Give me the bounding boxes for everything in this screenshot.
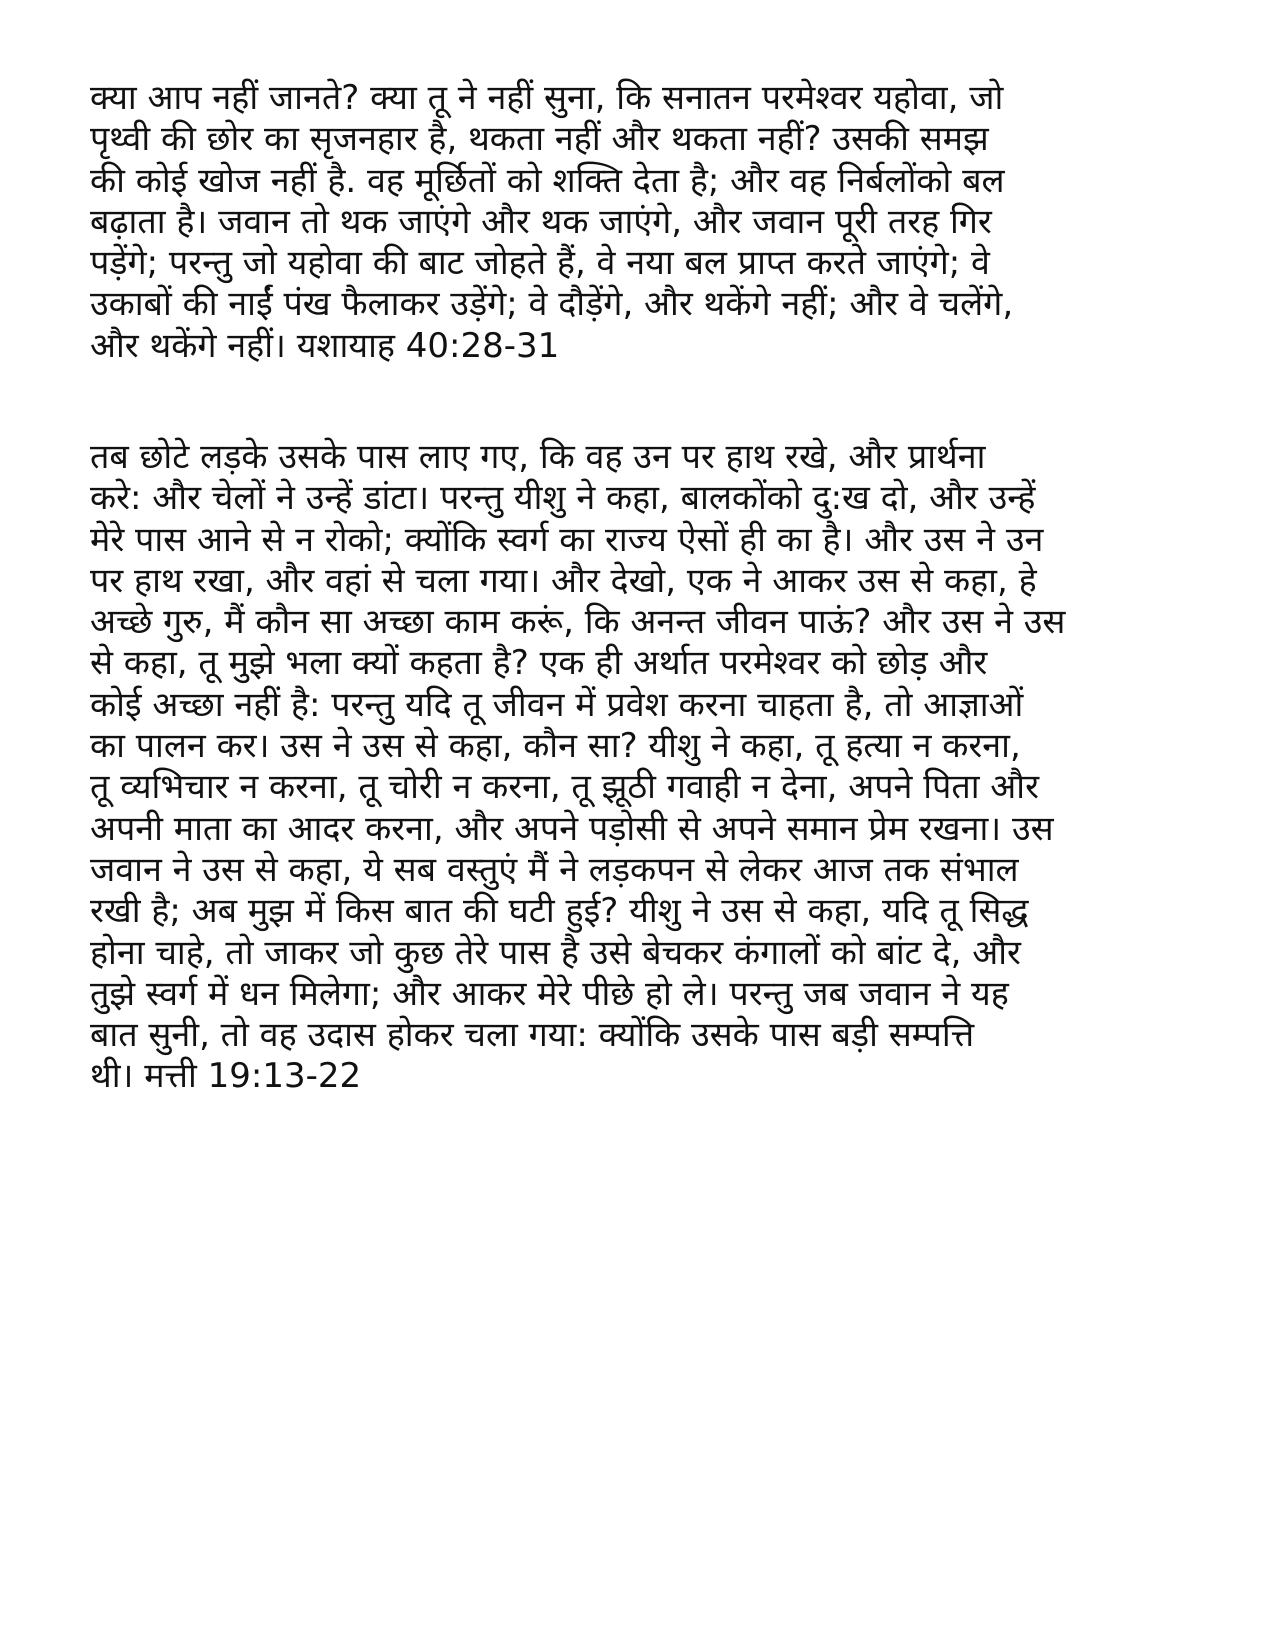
text-line: कोई अच्छा नहीं है: परन्तु यदि तू जीवन में प्रवेश करना चाहता है, तो आज्ञाओं: [90, 684, 1024, 725]
text-line: तब छोटे लड़के उसके पास लाए गए, कि वह उन पर हाथ रखे, और प्रार्थना: [90, 437, 986, 477]
text-line: होना चाहे, तो जाकर जो कुछ तेरे पास है उसे बेचकर कंगालों को बांट दे, और: [90, 932, 1021, 973]
text-line: रखी है; अब मुझ में किस बात की घटी हुई? यीशु ने उस से कहा, यदि तू सिद्ध: [90, 891, 1029, 932]
text-line: अपनी माता का आदर करना, और अपने पड़ोसी से अपने समान प्रेम रखना। उस: [90, 808, 1054, 849]
text-line: पर हाथ रखा, और वहां से चला गया। और देखो, एक ने आकर उस से कहा, हे: [90, 560, 1037, 601]
text-line: जवान ने उस से कहा, ये सब वस्तुएं मैं ने लड़कपन से लेकर आज तक संभाल: [90, 849, 1019, 890]
passage-isaiah: [90, 78, 1190, 367]
text-line: क्या आप नहीं जानते? क्या तू ने नहीं सुना, कि सनातन परमेश्वर यहोवा, जो: [90, 78, 1004, 118]
text-line: उकाबों की नाईं पंख फैलाकर उड़ेंगे; वे दौड़ेंगे, और थकेंगे नहीं; और वे चलेंगे,: [90, 284, 1014, 325]
passage-matthew: [90, 437, 1190, 1098]
text-line: तू व्यभिचार न करना, तू चोरी न करना, तू झूठी गवाही न देना, अपने पिता और: [90, 767, 1039, 808]
text-line: का पालन कर। उस ने उस से कहा, कौन सा? यीशु ने कहा, तू हत्या न करना,: [90, 726, 1021, 767]
text-line: से कहा, तू मुझे भला क्यों कहता है? एक ही अर्थात परमेश्वर को छोड़ और: [90, 643, 988, 684]
text-line: पड़ेंगे; परन्तु जो यहोवा की बाट जोहते हैं, वे नया बल प्राप्त करते जाएंगे; वे: [90, 243, 990, 284]
text-line: तुझे स्वर्ग में धन मिलेगा; और आकर मेरे पीछे हो ले। परन्तु जब जवान ने यह: [90, 973, 1009, 1014]
text-line: बात सुनी, तो वह उदास होकर चला गया: क्योंकि उसके पास बड़ी सम्पत्ति: [90, 1015, 975, 1056]
text-line: की कोई खोज नहीं है. वह मूर्छितों को शक्ति देता है; और वह निर्बलोंको बल: [90, 160, 1005, 201]
text-line: मेरे पास आने से न रोको; क्योंकि स्वर्ग का राज्य ऐसों ही का है। और उस ने उन: [90, 519, 1044, 560]
text-line: और थकेंगे नहीं। यशायाह 40:28-31: [90, 325, 560, 366]
text-line: अच्छे गुरु, मैं कौन सा अच्छा काम करूं, कि अनन्त जीवन पाऊं? और उस ने उस: [90, 602, 1066, 643]
text-line: थी। मत्ती 19:13-22: [90, 1056, 362, 1097]
text-line: करे: और चेलों ने उन्हें डांटा। परन्तु यीशु ने कहा, बालकोंको दु:ख दो, और उन्हें: [90, 478, 1036, 519]
text-line: बढ़ाता है। जवान तो थक जाएंगे और थक जाएंगे, और जवान पूरी तरह गिर: [90, 201, 992, 242]
text-line: पृथ्वी की छोर का सृजनहार है, थकता नहीं और थकता नहीं? उसकी समझ: [90, 119, 989, 160]
